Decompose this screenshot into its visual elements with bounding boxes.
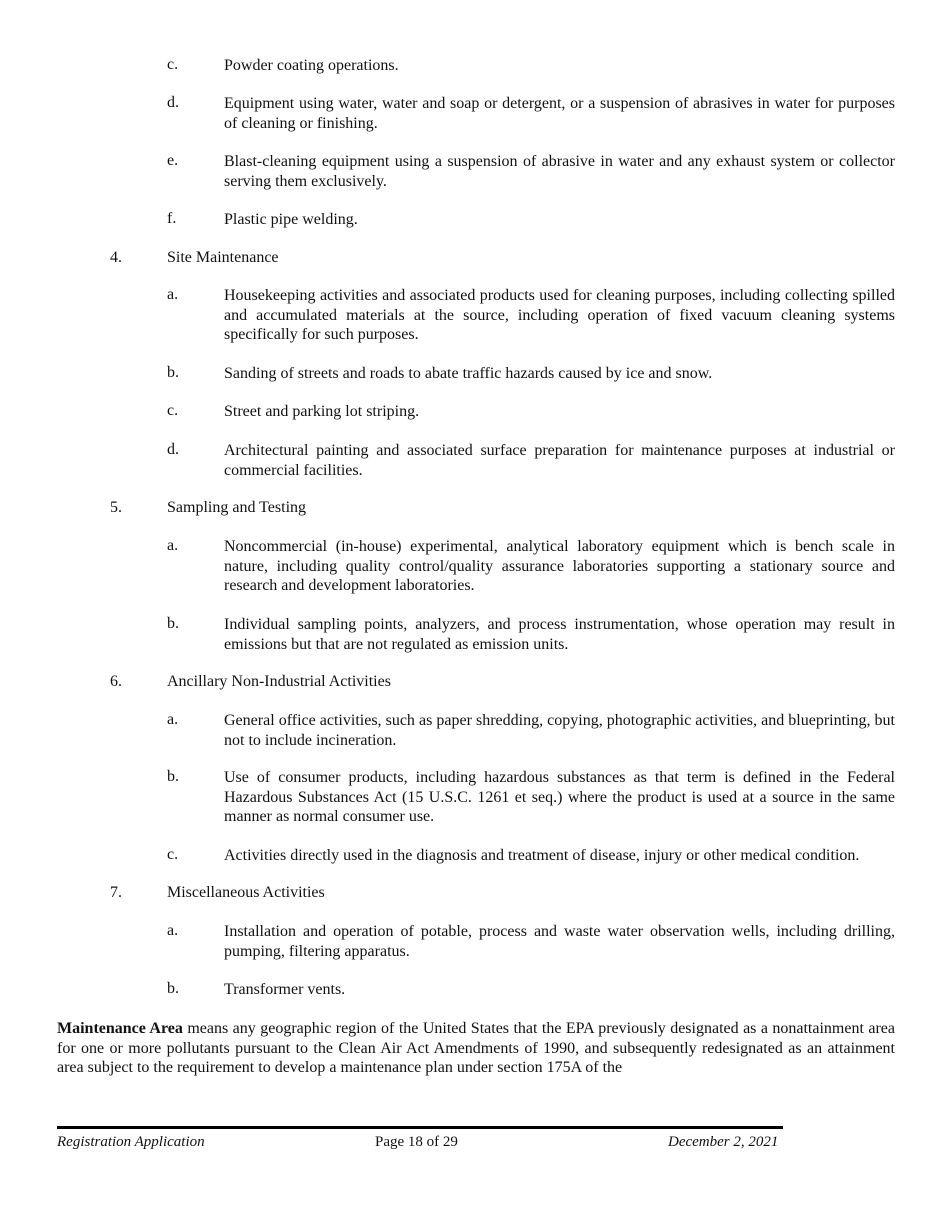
definition-paragraph	[57, 1019, 895, 1078]
section-title: Ancillary Non-Industrial Activities	[167, 673, 391, 690]
item-text: Noncommercial (in-house) experimental, analytical laboratory equipment which is bench scale in nature, including quality control/quality assurance laboratories supporting a stationary source and research and development laboratories.	[224, 538, 895, 594]
item-text: Architectural painting and associated surface preparation for maintenance purposes at industrial or commercial facilities.	[224, 442, 895, 479]
item-letter: b.	[167, 768, 179, 785]
section-title: Miscellaneous Activities	[167, 884, 325, 901]
item-letter: c.	[167, 56, 179, 73]
footer-page-number: Page 18 of 29	[375, 1134, 458, 1150]
item-letter: c.	[167, 402, 179, 419]
item-text: Street and parking lot striping.	[224, 403, 420, 420]
item-text: Use of consumer products, including hazardous substances as that term is defined in the Federal Hazardous Substances Act (15 U.S.C. 1261 et seq.) where the product is used at a source in the same manner as normal consumer use.	[224, 769, 895, 825]
footer-document-title: Registration Application	[57, 1134, 205, 1150]
section-number: 5.	[110, 499, 122, 516]
item-text: General office activities, such as paper shredding, copying, photographic activities, and blueprinting, but not to include incineration.	[224, 712, 895, 749]
item-letter: b.	[167, 615, 179, 632]
section-title: Site Maintenance	[167, 249, 279, 266]
item-letter: b.	[167, 980, 179, 997]
item-letter: b.	[167, 364, 179, 381]
item-letter: d.	[167, 441, 179, 458]
item-letter: f.	[167, 210, 177, 227]
section-number: 4.	[110, 249, 122, 266]
item-text: Activities directly used in the diagnosis and treatment of disease, injury or other medical condition.	[224, 847, 860, 864]
item-letter: a.	[167, 286, 179, 303]
item-text: Transformer vents.	[224, 981, 346, 998]
footer-date: December 2, 2021	[668, 1134, 779, 1150]
item-text: Individual sampling points, analyzers, and process instrumentation, whose operation may result in emissions but that are not regulated as emission units.	[224, 616, 895, 653]
section-title: Sampling and Testing	[167, 499, 307, 516]
item-text: Plastic pipe welding.	[224, 211, 358, 228]
item-letter: a.	[167, 711, 179, 728]
definition-term: Maintenance Area	[57, 1020, 183, 1037]
item-text: Sanding of streets and roads to abate traffic hazards caused by ice and snow.	[224, 365, 713, 382]
section-number: 7.	[110, 884, 122, 901]
item-text: Housekeeping activities and associated products used for cleaning purposes, including collecting spilled and accumulated materials at the source, including operation of fixed vacuum cleaning systems specifically for such purposes.	[224, 287, 895, 343]
item-letter: c.	[167, 846, 179, 863]
definition-text: means any geographic region of the United States that the EPA previously designated as a nonattainment area for one or more pollutants pursuant to the Clean Air Act Amendments of 1990, and subsequently redesignated as an attainment area subject to the requirement to develop a maintenance plan under section 175A of the	[57, 1020, 895, 1076]
item-letter: a.	[167, 922, 179, 939]
item-text: Blast-cleaning equipment using a suspension of abrasive in water and any exhaust system or collector serving them exclusively.	[224, 153, 895, 190]
section-number: 6.	[110, 673, 122, 690]
footer-rule	[57, 1126, 783, 1129]
item-text: Installation and operation of potable, process and waste water observation wells, including drilling, pumping, filtering apparatus.	[224, 923, 895, 960]
item-letter: a.	[167, 537, 179, 554]
item-text: Powder coating operations.	[224, 57, 399, 74]
item-letter: d.	[167, 94, 179, 111]
item-letter: e.	[167, 152, 179, 169]
item-text: Equipment using water, water and soap or detergent, or a suspension of abrasives in water for purposes of cleaning or finishing.	[224, 95, 895, 132]
